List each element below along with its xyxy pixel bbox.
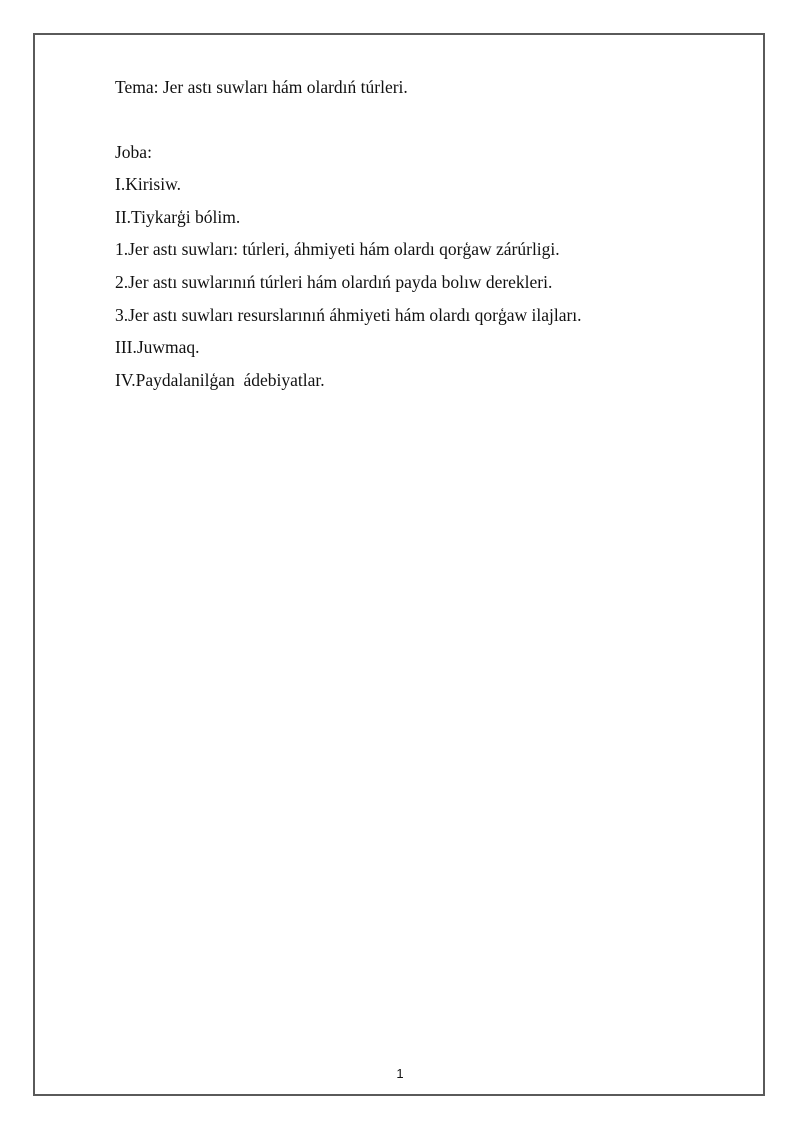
document-body xyxy=(115,76,735,402)
plan-item: II.Tiykarģi bólim. xyxy=(115,206,241,227)
plan-item: III.Juwmaq. xyxy=(115,337,200,358)
plan-item: I.Kirisiw. xyxy=(115,174,181,194)
document-title: Tema: Jer astı suwları hám olardıń túrleri. xyxy=(115,77,408,97)
plan-item: 3.Jer astı suwları resurslarınıń áhmiyeti hám olardı qorģaw ilajları. xyxy=(115,304,582,325)
plan-item: IV.Paydalanilģan ádebiyatlar. xyxy=(115,370,325,391)
plan-heading: Joba: xyxy=(115,142,152,162)
plan-item: 1.Jer astı suwları: túrleri, áhmiyeti hám olardı qorģaw zárúrligi. xyxy=(115,239,560,260)
plan-item: 2.Jer astı suwlarınıń túrleri hám olardıń payda bolıw derekleri. xyxy=(115,272,553,293)
page-number: 1 xyxy=(396,1066,404,1081)
